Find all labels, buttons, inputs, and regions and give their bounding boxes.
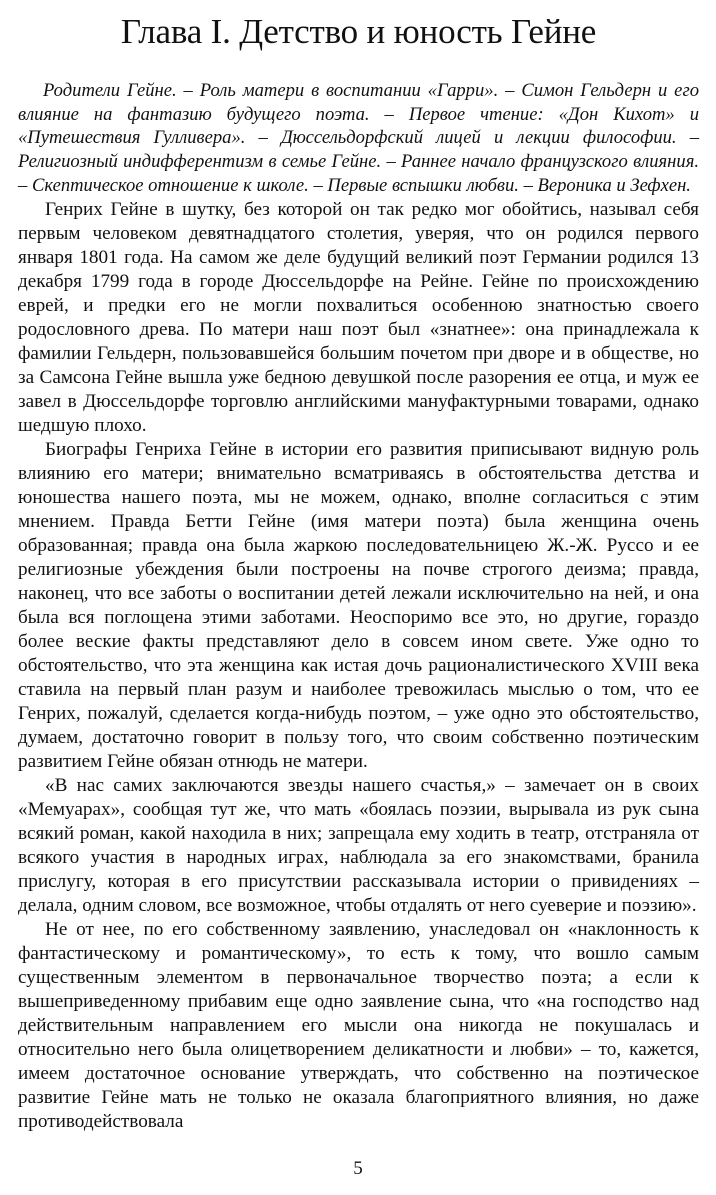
paragraph-4: Не от нее, по его собственному заявлению, унаследовал он «наклонность к фантастическому и романтическому», то есть к тому, что вошло самым существенным элементом в первоначальное творчество поэта; а если к вышеприведенному прибавим еще одно заявление сына, что «на господство над действительным направлением его мысли она никогда не покушалась и относительно него была олицетворением деликатности и любви» – то, кажется, имеем достаточное основание утверждать, что собственно на поэтическое развитие Гейне мать не только не оказала благоприятного влияния, но даже противодействовала	[18, 918, 699, 1132]
page-number: 5	[353, 1158, 363, 1179]
chapter-title: Глава I. Детство и юность Гейне	[120, 12, 597, 51]
paragraph-1: Генрих Гейне в шутку, без которой он так редко мог обойтись, называл себя первым человеком девятнадцатого столетия, уверяя, что он родился первого января 1801 года. На самом же деле будущий великий поэт Германии родился 13 декабря 1799 года в городе Дюссельдорфе на Рейне. Гейне по происхождению еврей, и предки его не могли похвалиться особенною знатностью своего родословного древа. По матери наш поэт был «знатнее»: она принадлежала к фамилии Гельдерн, пользовавшейся большим почетом при дворе и в обществе, но за Самсона Гейне вышла уже бедною девушкой после разорения ее отца, и муж ее завел в Дюссельдорфе торговлю английскими мануфактурными товарами, однако шедшую плохо.	[18, 198, 699, 436]
chapter-summary: Родители Гейне. – Роль матери в воспитании «Гарри». – Симон Гельдерн и его влияние на фантазию будущего поэта. – Первое чтение: «Дон Кихот» и «Путешествия Гулливера». – Дюссельдорфский лицей и лекции философии. – Религиозный индифферентизм в семье Гейне. – Раннее начало французского влияния. – Скептическое отношение к школе. – Первые вспышки любви. – Вероника и Зефхен.	[18, 80, 699, 196]
paragraph-2: Биографы Генриха Гейне в истории его развития приписывают видную роль влиянию его матери; внимательно всматриваясь в обстоятельства детства и юношества нашего поэта, мы не можем, однако, вполне согласиться с этим мнением. Правда Бетти Гейне (имя матери поэта) была женщина очень образованная; правда она была жаркою последовательницею Ж.-Ж. Руссо и ее религиозные убеждения были построены на почве строгого деизма; правда, наконец, что все заботы о воспитании детей лежали исключительно на ней, и она была вся поглощена этими заботами. Неоспоримо все это, но другие, гораздо более веские факты представляют дело в совсем ином свете. Уже одно то обстоятельство, что эта женщина как истая дочь рационалистического XVIII века ставила на первый план разум и наиболее тревожилась мыслью о том, что ее Генрих, пожалуй, сделается когда-нибудь поэтом, – уже одно это обстоятельство, думаем, достаточно говорит в пользу того, что своим собственно поэтическим развитием Гейне обязан отнюдь не матери.	[18, 438, 699, 772]
book-page	[18, 0, 699, 1195]
paragraph-3: «В нас самих заключаются звезды нашего счастья,» – замечает он в своих «Мемуарах», сообщая тут же, что мать «боялась поэзии, вырывала из рук сына всякий роман, какой находила в них; запрещала ему ходить в театр, отстраняла от всякого участия в народных играх, наблюдала за его знакомствами, бранила прислугу, которая в его присутствии рассказывала истории о привидениях – делала, одним словом, все возможное, чтобы отдалять от него суеверие и поэзию».	[18, 774, 699, 916]
